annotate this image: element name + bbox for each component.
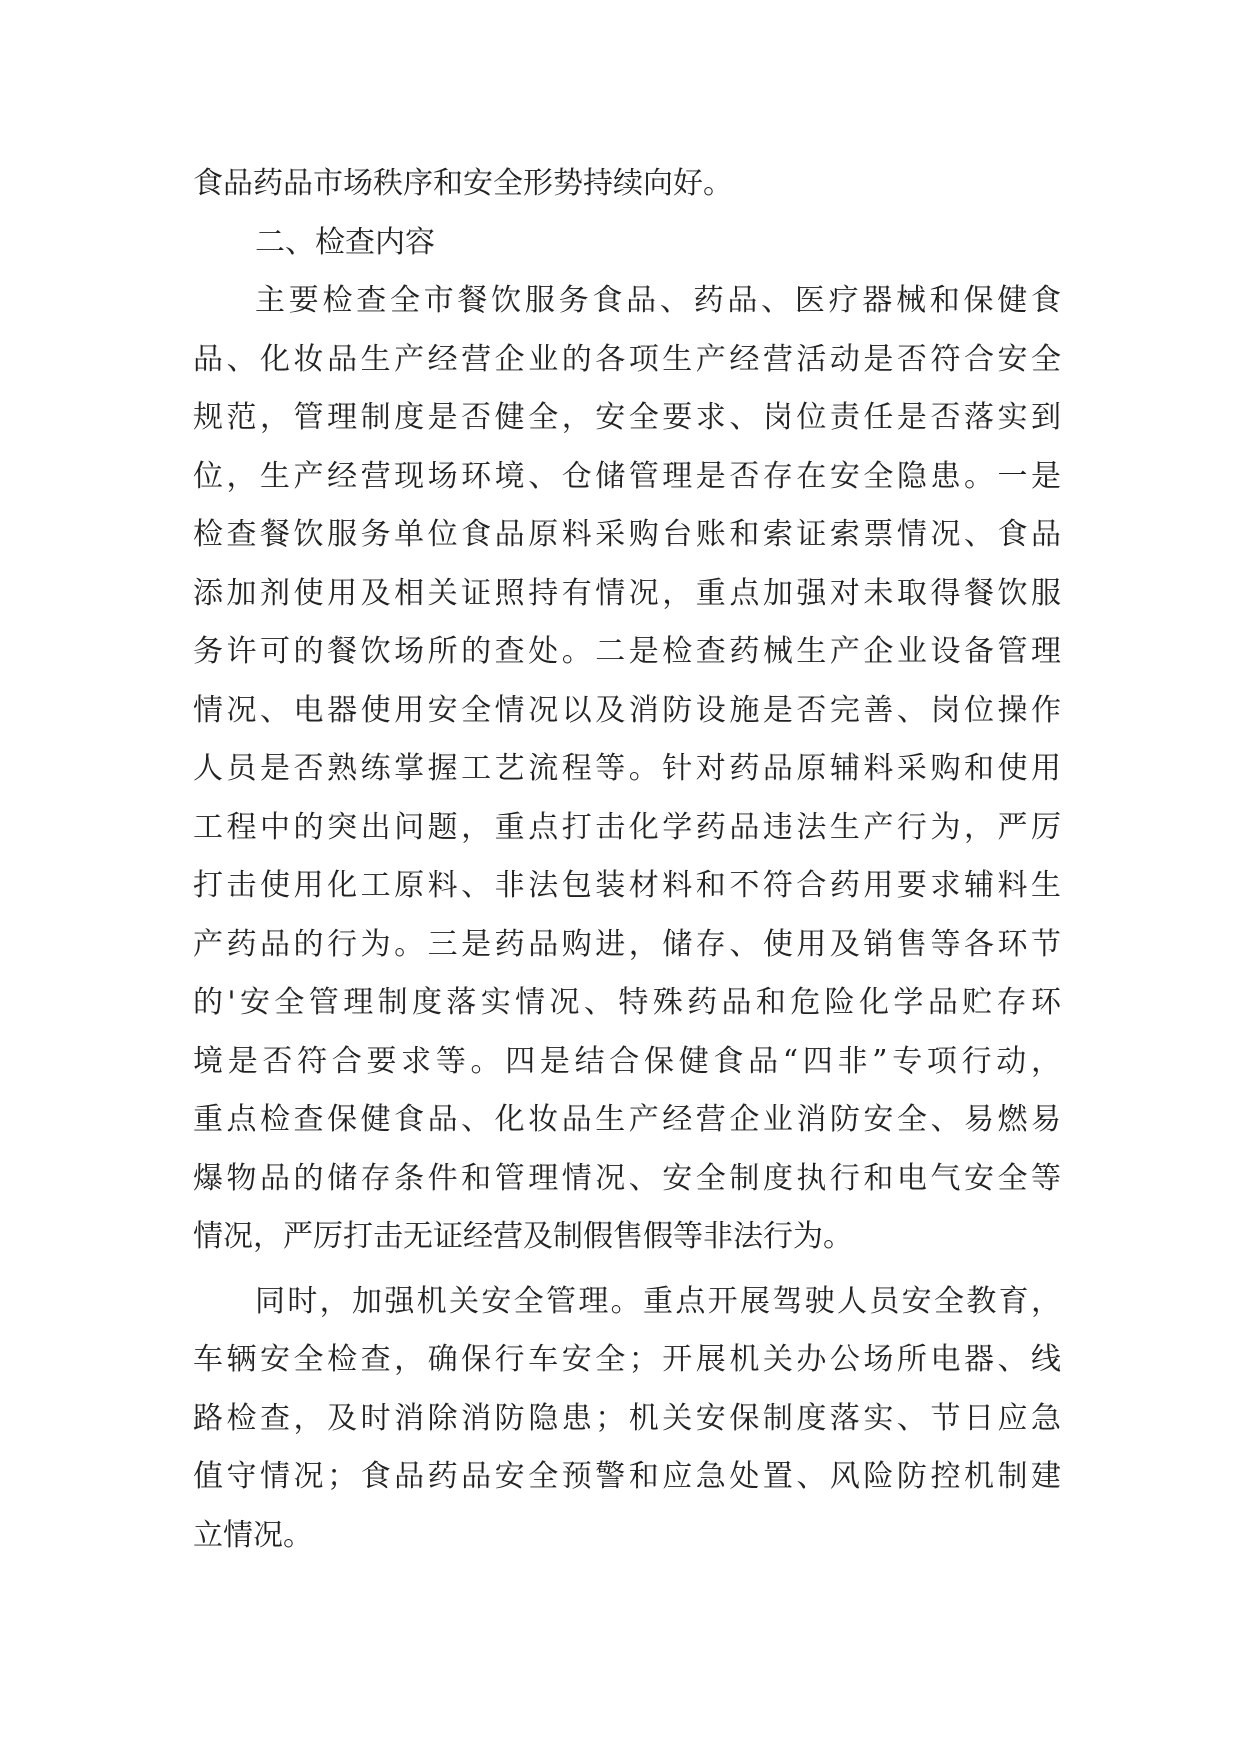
paragraph-agency-safety bbox=[193, 1273, 1061, 1566]
paragraph-line: 情况，严厉打击无证经营及制假售假等非法行为。 bbox=[193, 1219, 853, 1254]
paragraph-line: 打击使用化工原料、非法包装材料和不符合药用要求辅料生 bbox=[193, 868, 1061, 903]
paragraph-line: 工程中的突出问题，重点打击化学药品违法生产行为，严厉 bbox=[193, 809, 1061, 845]
paragraph-line: 重点检查保健食品、化妆品生产经营企业消防安全、易燃易 bbox=[193, 1102, 1061, 1137]
paragraph-line: 路检查，及时消除消防隐患；机关安保制度落实、节日应急 bbox=[193, 1400, 1061, 1436]
paragraph-line: 规范，管理制度是否健全，安全要求、岗位责任是否落实到 bbox=[193, 400, 1061, 435]
paragraph-line: 检查餐饮服务单位食品原料采购台账和索证索票情况、食品 bbox=[193, 517, 1061, 552]
intro-tail-line: 食品药品市场秩序和安全形势持续向好。 bbox=[193, 166, 733, 201]
paragraph-line: 境是否符合要求等。四是结合保健食品“四非”专项行动， bbox=[193, 1043, 1061, 1079]
document-body bbox=[193, 155, 1061, 1565]
paragraph-line: 产药品的行为。三是药品购进，储存、使用及销售等各环节 bbox=[193, 926, 1061, 962]
section-heading: 二、检查内容 bbox=[255, 224, 435, 260]
paragraph-line: 位，生产经营现场环境、仓储管理是否存在安全隐患。一是 bbox=[193, 458, 1061, 494]
paragraph-line: 爆物品的储存条件和管理情况、安全制度执行和电气安全等 bbox=[193, 1160, 1061, 1196]
paragraph-line: 立情况。 bbox=[193, 1517, 313, 1553]
paragraph-line: 品、化妆品生产经营企业的各项生产经营活动是否符合安全 bbox=[193, 341, 1061, 377]
paragraph-line: 同时，加强机关安全管理。重点开展驾驶人员安全教育， bbox=[255, 1283, 1061, 1319]
paragraph-line: 情况、电器使用安全情况以及消防设施是否完善、岗位操作 bbox=[193, 692, 1061, 728]
paragraph-line: 主要检查全市餐饮服务食品、药品、医疗器械和保健食 bbox=[255, 283, 1061, 318]
paragraph-line: 的'安全管理制度落实情况、特殊药品和危险化学品贮存环 bbox=[193, 985, 1061, 1020]
paragraph-inspection-content bbox=[193, 272, 1061, 1267]
paragraph-line: 车辆安全检查，确保行车安全；开展机关办公场所电器、线 bbox=[193, 1342, 1061, 1377]
paragraph-line: 值守情况；食品药品安全预警和应急处置、风险防控机制建 bbox=[193, 1459, 1061, 1494]
paragraph-line: 务许可的餐饮场所的查处。二是检查药械生产企业设备管理 bbox=[193, 634, 1061, 669]
paragraph-line: 人员是否熟练掌握工艺流程等。针对药品原辅料采购和使用 bbox=[193, 751, 1061, 786]
paragraph-line: 添加剂使用及相关证照持有情况，重点加强对未取得餐饮服 bbox=[193, 575, 1061, 611]
